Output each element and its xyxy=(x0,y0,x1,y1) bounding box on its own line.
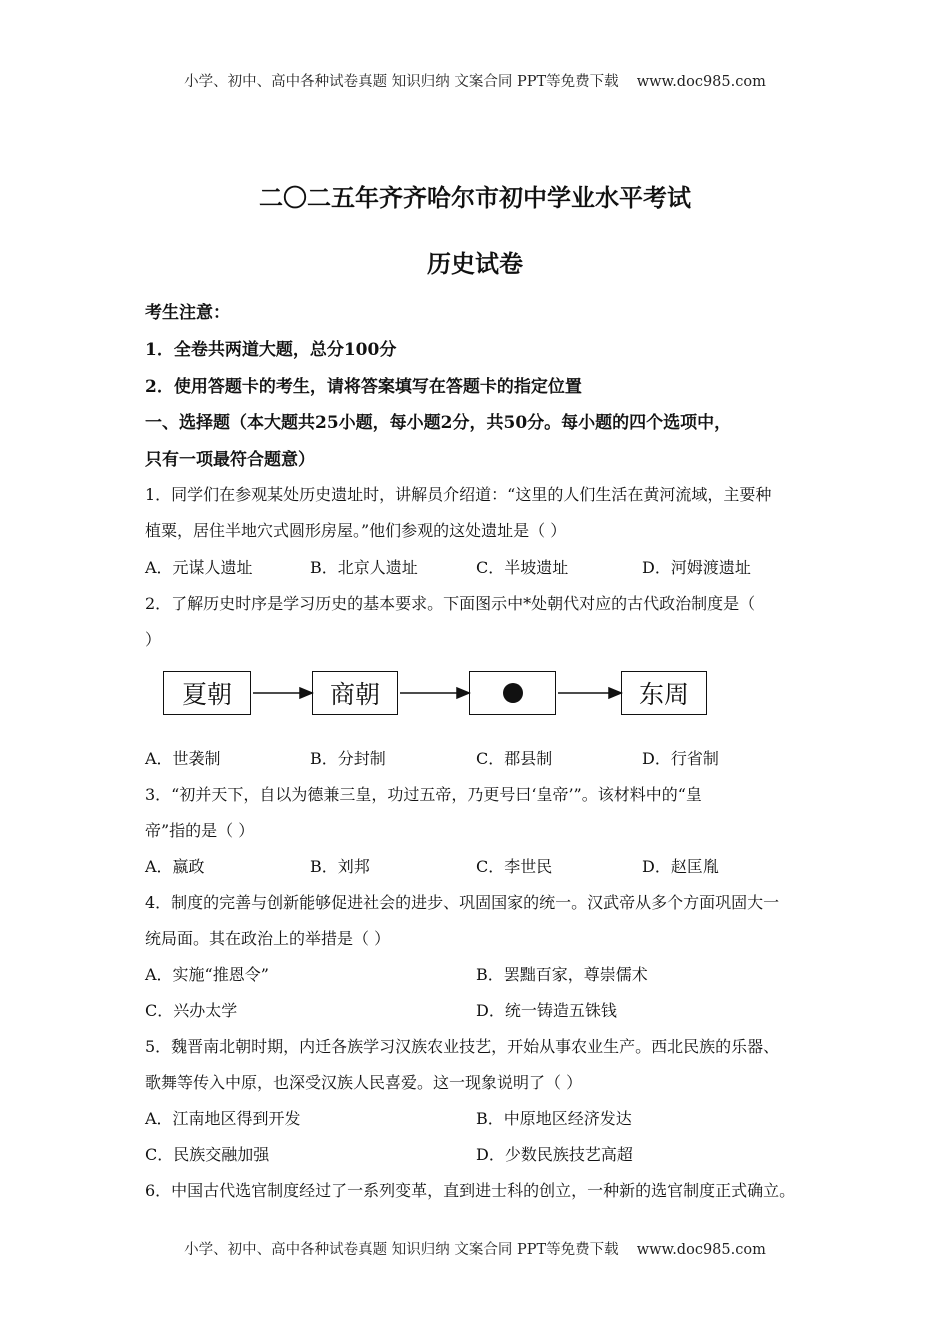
header-site-link[interactable]: www.doc985.com xyxy=(636,74,766,90)
section-heading: 一、选择题（本大题共25小题，每小题2分，共50分。每小题的四个选项中， xyxy=(145,413,732,433)
question-5-text: 歌舞等传入中原，也深受汉族人民喜爱。这一现象说明了（ ） xyxy=(145,1073,583,1092)
q4-option-c: C．兴办太学 xyxy=(145,1001,238,1020)
question-2-text: 2．了解历史时序是学习历史的基本要求。下面图示中*处朝代对应的古代政治制度是（ xyxy=(145,594,756,613)
q5-option-d: D．少数民族技艺高超 xyxy=(476,1145,633,1164)
question-2-text: ） xyxy=(145,630,162,649)
notice-item: 1．全卷共两道大题，总分100分 xyxy=(145,340,397,360)
page-footer xyxy=(0,1238,950,1259)
notice-item: 2．使用答题卡的考生，请将答案填写在答题卡的指定位置 xyxy=(145,377,582,397)
q2-option-b: B．分封制 xyxy=(310,749,386,768)
section-heading-cont: 只有一项最符合题意） xyxy=(145,450,315,470)
q1-option-b: B．北京人遗址 xyxy=(310,558,418,577)
q4-option-d: D．统一铸造五铢钱 xyxy=(476,1001,617,1020)
footer-text: 小学、初中、高中各种试卷真题 知识归纳 文案合同 PPT等免费下载 xyxy=(184,1242,619,1258)
notice-heading: 考生注意： xyxy=(145,303,230,323)
q2-option-a: A．世袭制 xyxy=(145,749,221,768)
q4-option-a: A．实施“推恩令” xyxy=(145,965,269,984)
arrow-head-icon xyxy=(457,688,469,698)
footer-site-link[interactable]: www.doc985.com xyxy=(636,1242,766,1258)
q3-option-a: A．嬴政 xyxy=(145,857,205,876)
q5-option-a: A．江南地区得到开发 xyxy=(145,1109,301,1128)
exam-title: 二〇二五年齐齐哈尔市初中学业水平考试 xyxy=(259,183,691,212)
arrow-head-icon xyxy=(609,688,621,698)
q2-option-d: D．行省制 xyxy=(642,749,719,768)
q5-option-b: B．中原地区经济发达 xyxy=(476,1109,632,1128)
exam-subtitle: 历史试卷 xyxy=(427,249,523,278)
q4-option-b: B．罢黜百家，尊崇儒术 xyxy=(476,965,648,984)
q3-option-b: B．刘邦 xyxy=(310,857,370,876)
question-6-text: 6．中国古代选官制度经过了一系列变革，直到进士科的创立，一种新的选官制度正式确立。 xyxy=(145,1181,796,1200)
question-3-text: 帝”指的是（ ） xyxy=(145,821,255,840)
question-1-text: 植粟，居住半地穴式圆形房屋。”他们参观的这处遗址是（ ） xyxy=(145,521,567,540)
q5-option-c: C．民族交融加强 xyxy=(145,1145,270,1164)
question-4-text: 4．制度的完善与创新能够促进社会的进步、巩固国家的统一。汉武帝从多个方面巩固大一 xyxy=(145,893,780,912)
question-4-text: 统局面。其在政治上的举措是（ ） xyxy=(145,929,391,948)
q3-option-d: D．赵匡胤 xyxy=(642,857,719,876)
q3-option-c: C．李世民 xyxy=(476,857,553,876)
question-1-text: 1．同学们在参观某处历史遗址时，讲解员介绍道：“这里的人们生活在黄河流域，主要种 xyxy=(145,485,772,504)
q1-option-d: D．河姆渡遗址 xyxy=(642,558,751,577)
q2-option-c: C．郡县制 xyxy=(476,749,553,768)
dynasty-box-shang: 商朝 xyxy=(312,671,398,715)
q1-option-a: A．元谋人遗址 xyxy=(145,558,253,577)
arrow-head-icon xyxy=(300,688,312,698)
question-3-text: 3．“初并天下，自以为德兼三皇，功过五帝，乃更号曰‘皇帝’”。该材料中的“皇 xyxy=(145,785,702,804)
question-5-text: 5．魏晋南北朝时期，内迁各族学习汉族农业技艺，开始从事农业生产。西北民族的乐器、 xyxy=(145,1037,780,1056)
q1-option-c: C．半坡遗址 xyxy=(476,558,569,577)
header-text: 小学、初中、高中各种试卷真题 知识归纳 文案合同 PPT等免费下载 xyxy=(184,74,619,90)
dynasty-box-xia: 夏朝 xyxy=(163,671,251,715)
dynasty-box-dongzhou: 东周 xyxy=(621,671,707,715)
